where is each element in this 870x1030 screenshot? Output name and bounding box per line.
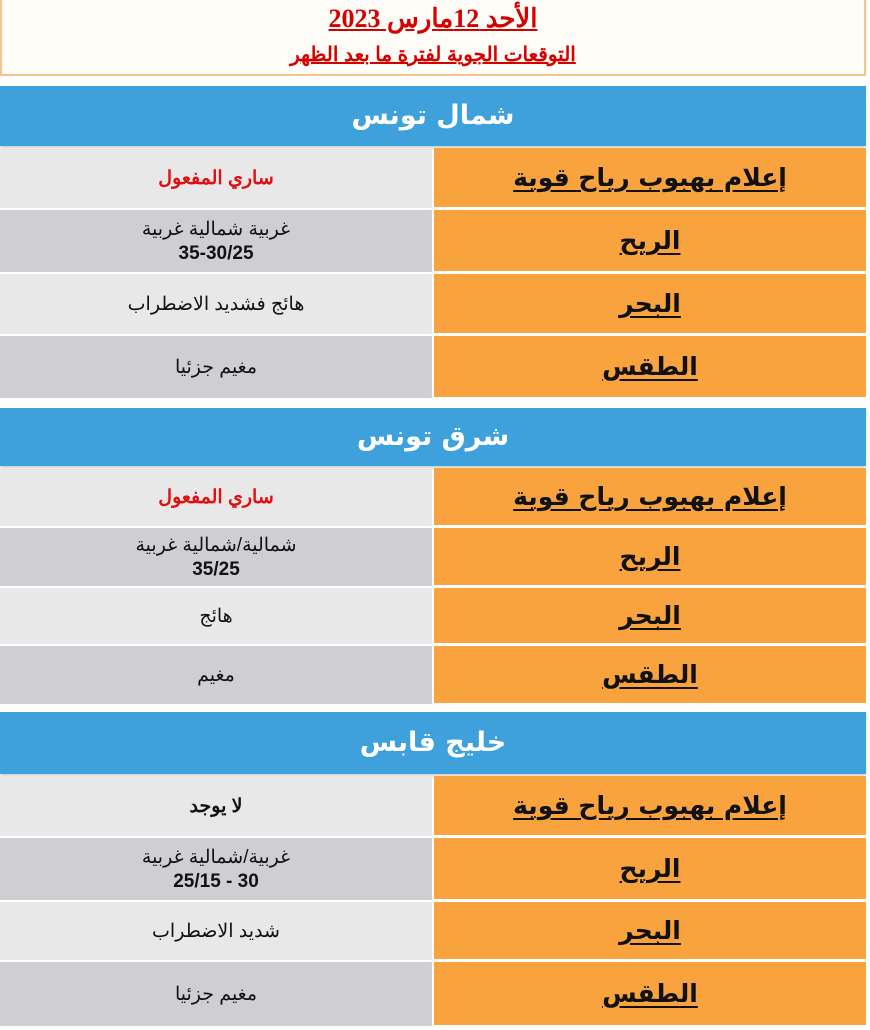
alert-value-text: ساري المفعول [158, 486, 274, 508]
row-alert-north [0, 148, 866, 208]
row-weather-north [0, 336, 866, 398]
weather-value [0, 962, 432, 1026]
row-weather-east [0, 646, 866, 704]
region-banner-east: شرق تونس [0, 408, 866, 466]
region-banner-gabes: خليج قابس [0, 712, 866, 774]
weather-value-text: مغيم [197, 664, 235, 686]
wind-value [0, 210, 432, 272]
weather-label: الطقس [602, 352, 698, 381]
weather-value [0, 336, 432, 398]
sea-value [0, 588, 432, 644]
sea-value [0, 902, 432, 960]
weather-value-text: مغيم جزئيا [174, 983, 258, 1005]
wind-speed: 35/25 [192, 558, 240, 580]
wind-label-cell [434, 838, 866, 900]
alert-label-cell [434, 468, 866, 526]
bulletin-date: الأحد 12مارس 2023 [328, 4, 538, 33]
wind-label: الريح [619, 854, 681, 883]
alert-value [0, 148, 432, 208]
wind-label: الريح [619, 226, 681, 255]
row-wind-east [0, 528, 866, 586]
sea-label-cell [434, 274, 866, 334]
row-alert-east [0, 468, 866, 526]
alert-label: إعلام بهبوب رياح قوية [513, 791, 787, 820]
bulletin-header [0, 0, 866, 76]
wind-speed: 35-30/25 [178, 242, 254, 264]
wind-label-cell [434, 210, 866, 272]
wind-value [0, 528, 432, 586]
wind-direction: شمالية/شمالية غربية [135, 534, 297, 556]
weather-label: الطقس [602, 979, 698, 1008]
row-sea-east [0, 588, 866, 644]
sea-label-cell [434, 588, 866, 644]
row-alert-gabes [0, 776, 866, 836]
sea-value [0, 274, 432, 334]
sea-label: البحر [619, 289, 681, 318]
alert-value [0, 468, 432, 526]
weather-label: الطقس [602, 660, 698, 689]
alert-value-text: لا يوجد [189, 795, 243, 817]
sea-value-text: شديد الاضطراب [152, 920, 280, 942]
row-weather-gabes [0, 962, 866, 1026]
alert-value-text: ساري المفعول [158, 167, 274, 189]
sea-label: البحر [619, 601, 681, 630]
row-wind-gabes [0, 838, 866, 900]
alert-label: إعلام بهبوب رياح قوية [513, 163, 787, 192]
sea-label: البحر [619, 916, 681, 945]
weather-value-text: مغيم جزئيا [174, 356, 258, 378]
wind-direction: غربية/شمالية غربية [141, 846, 291, 868]
region-banner-north: شمال تونس [0, 86, 866, 146]
weather-value [0, 646, 432, 704]
alert-label-cell [434, 148, 866, 208]
alert-label-cell [434, 776, 866, 836]
bulletin-subtitle: التوقعات الجوية لفترة ما بعد الظهر [290, 44, 576, 66]
weather-label-cell [434, 336, 866, 398]
sea-value-text: هائج فشديد الاضطراب [127, 293, 305, 315]
sea-label-cell [434, 902, 866, 960]
row-sea-north [0, 274, 866, 334]
row-sea-gabes [0, 902, 866, 960]
alert-label: إعلام بهبوب رياح قوية [513, 482, 787, 511]
wind-label: الريح [619, 542, 681, 571]
wind-speed: 30 - 25/15 [173, 870, 259, 892]
wind-direction: غربية شمالية غربية [141, 218, 291, 240]
wind-label-cell [434, 528, 866, 586]
weather-label-cell [434, 646, 866, 704]
sea-value-text: هائج [199, 605, 233, 627]
row-wind-north [0, 210, 866, 272]
weather-label-cell [434, 962, 866, 1026]
alert-value [0, 776, 432, 836]
wind-value [0, 838, 432, 900]
